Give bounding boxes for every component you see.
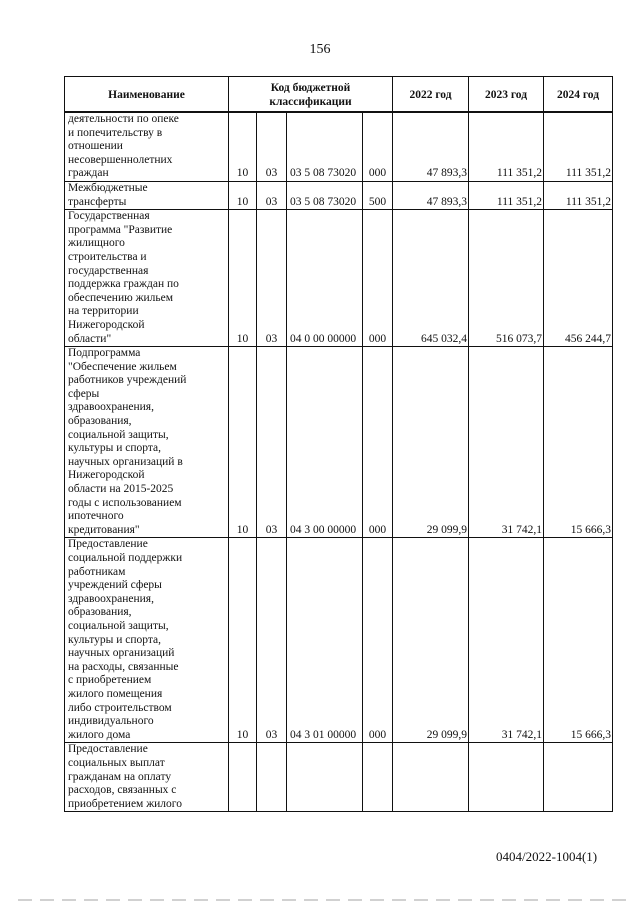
value-2022: 47 893,3 (393, 181, 469, 209)
code-expense-type: 000 (363, 210, 393, 347)
row-name: Межбюджетные трансферты (65, 181, 229, 209)
code-section: 10 (229, 181, 257, 209)
value-2024: 15 666,3 (544, 538, 613, 743)
value-2022 (393, 743, 469, 812)
value-2023: 31 742,1 (469, 347, 544, 538)
scan-edge-artifact (18, 899, 628, 901)
row-name: Подпрограмма "Обеспечение жильем работников учреждений сферы здравоохранения, образования, социальной защиты, культуры и спорта, научных организаций в Нижегородской области на 2015-2025 годы с использованием ипотечного кредитования" (65, 347, 229, 538)
value-2023: 516 073,7 (469, 210, 544, 347)
header-2023: 2023 год (469, 77, 544, 113)
code-expense-type: 000 (363, 538, 393, 743)
code-section: 10 (229, 210, 257, 347)
code-expense-type: 500 (363, 181, 393, 209)
header-2024: 2024 год (544, 77, 613, 113)
code-subsection: 03 (257, 112, 287, 181)
code-section: 10 (229, 347, 257, 538)
value-2023: 111 351,2 (469, 112, 544, 181)
value-2023: 111 351,2 (469, 181, 544, 209)
table-row (65, 181, 613, 209)
code-target-article: 03 5 08 73020 (287, 112, 363, 181)
code-target-article (287, 743, 363, 812)
code-target-article: 04 3 01 00000 (287, 538, 363, 743)
code-section: 10 (229, 538, 257, 743)
code-subsection: 03 (257, 210, 287, 347)
value-2022: 29 099,9 (393, 347, 469, 538)
table-row (65, 347, 613, 538)
value-2022: 47 893,3 (393, 112, 469, 181)
code-expense-type: 000 (363, 112, 393, 181)
code-target-article: 03 5 08 73020 (287, 181, 363, 209)
value-2024: 456 244,7 (544, 210, 613, 347)
code-expense-type: 000 (363, 347, 393, 538)
value-2024: 15 666,3 (544, 347, 613, 538)
header-code: Код бюджетной классификации (229, 77, 393, 113)
table-row (65, 112, 613, 181)
code-subsection: 03 (257, 347, 287, 538)
code-expense-type (363, 743, 393, 812)
value-2022: 29 099,9 (393, 538, 469, 743)
code-target-article: 04 3 00 00000 (287, 347, 363, 538)
value-2024 (544, 743, 613, 812)
code-section (229, 743, 257, 812)
code-subsection: 03 (257, 538, 287, 743)
table-row (65, 210, 613, 347)
value-2024: 111 351,2 (544, 181, 613, 209)
document-number: 0404/2022-1004(1) (496, 849, 598, 864)
code-subsection (257, 743, 287, 812)
code-subsection: 03 (257, 181, 287, 209)
value-2024: 111 351,2 (544, 112, 613, 181)
header-2022: 2022 год (393, 77, 469, 113)
row-name: Предоставление социальных выплат гражданам на оплату расходов, связанных с приобретением жилого (65, 743, 229, 812)
row-name: Предоставление социальной поддержки работникам учреждений сферы здравоохранения, образования, социальной защиты, культуры и спорта, научных организаций на расходы, связанные с приобретением жилого помещения либо строительством индивидуального жилого дома (65, 538, 229, 743)
budget-table (64, 76, 613, 812)
code-section: 10 (229, 112, 257, 181)
table-row (65, 743, 613, 812)
value-2023: 31 742,1 (469, 538, 544, 743)
header-name: Наименование (65, 77, 229, 113)
row-name: деятельности по опеке и попечительству в отношении несовершеннолетних граждан (65, 112, 229, 181)
value-2023 (469, 743, 544, 812)
page-number: 156 (309, 42, 331, 57)
table-header-row (65, 77, 613, 113)
code-target-article: 04 0 00 00000 (287, 210, 363, 347)
value-2022: 645 032,4 (393, 210, 469, 347)
row-name: Государственная программа "Развитие жилищного строительства и государственная поддержка граждан по обеспечению жильем на территории Нижегородской области" (65, 210, 229, 347)
table-row (65, 538, 613, 743)
